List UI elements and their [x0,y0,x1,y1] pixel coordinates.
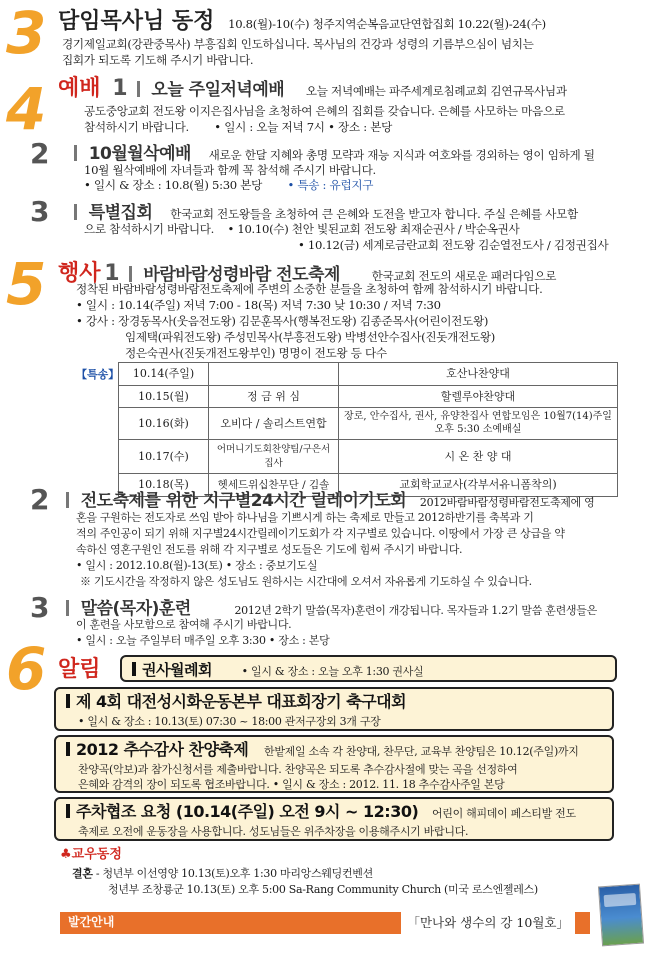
body-text: 2012바람바람성령바람전도축제에 영 [419,496,595,509]
sub-number: 2 [30,137,50,170]
event-detail: • 일시 : 오늘 주일부터 매주일 오후 3:30 • 장소 : 본당 [76,634,330,647]
publication-title: 「만나와 생수의 강 10월호」 [399,912,575,934]
notice-detail: 어린이 해피데이 페스티발 전도 [431,807,576,820]
body-text: 10월 월삭예배에 자녀들과 함께 꼭 참석해 주시기 바랍니다. [84,163,376,177]
speakers: 임제택(파워전도왕) 주성민목사(부흥전도왕) 박병선안수집사(진돗개전도왕) [125,330,495,344]
divider [66,600,69,616]
section-number: 5 [6,250,45,318]
sub-number: 2 [30,483,50,516]
table-cell: 교회학교교사(각부서유니폼착의) [339,474,618,497]
body-text: 정착된 바람바람성령바람전도축제에 주변의 소중한 분들을 초청하여 함께 참석하시기 바랍니다. [76,282,543,296]
table-cell: 호산나찬양대 [339,363,618,386]
table-cell: 정 금 위 심 [209,385,339,408]
event-date: • 일시 : 10.14(주일) 저녁 7:00 - 18(목) 저녁 7:30 낮 10:30 / 저녁 7:30 [76,298,441,312]
table-cell: 10.18(목) [119,474,209,497]
section-title: 담임목사님 동정 [58,9,215,34]
news-line: 청년부 조창룡군 10.13(토) 오후 5:00 Sa-Rang Community Church (미국 로스엔젤레스) [108,883,538,896]
speakers: • 강사 : 장경동목사(웃음전도왕) 김문훈목사(행복전도왕) 김종준목사(어린이전도왕) [76,314,489,328]
divider [129,266,132,282]
notice-box [54,687,614,731]
notice-detail: 한밭제일 소속 각 찬양대, 찬무단, 교육부 찬양팀은 10.12(주일)까지 [264,745,579,758]
news-line: - 청년부 이선영양 10.13(토)오후 1:30 마리앙스웨딩컨벤션 [95,867,373,880]
table-cell: 10.17(수) [119,440,209,474]
body-text: 혼을 구원하는 전도자로 쓰임 받아 하나님을 기쁘시게 하는 축제로 만들고 2012하반기를 축복과 기 [76,511,534,524]
body-text: 한국교회 전도왕들을 초청하여 큰 은혜와 도전을 받고자 합니다. 주실 은혜를 사모함 [170,207,578,221]
sub-number: 3 [30,195,50,228]
notice-detail: • 일시 & 장소 : 오늘 오후 1:30 권사실 [241,665,424,678]
section-number: 6 [6,635,45,703]
subsection-title: 특별집회 [88,203,153,223]
special-song-table [118,362,618,497]
table-cell: 10.16(화) [119,408,209,440]
notice-detail: 축제로 오전에 운동장을 사용합니다. 성도님들은 위주차장을 이용해주시기 바랍니다. [78,824,469,838]
table-cell: 장로, 안수집사, 권사, 유양찬집사 연합모임은 10월7(14)주일 오후 5:30 소예배실 [339,408,618,440]
notice-bullet [66,742,70,756]
notice-title: 권사월례회 [142,661,212,679]
body-text: 새로운 한달 지혜와 총명 모략과 재능 지식과 여호와를 경외하는 영이 임하게 될 [208,148,595,162]
section-title: 행사 [58,261,101,286]
sub-number: 1 [104,261,120,286]
news-title: ♣교우동정 [60,847,122,862]
body-text: 집회가 되도록 기도해 주시기 바랍니다. [62,53,254,67]
table-row [119,408,618,440]
table-row [119,363,618,386]
notice-detail: 은혜와 감격의 장이 되도록 협조바랍니다. • 일시 & 장소 : 2012. 11. 18 추수감사주일 본당 [78,778,505,792]
divider [74,204,77,220]
divider [137,81,140,97]
divider [74,145,77,161]
notice-box [54,735,614,793]
special-song-label: 【특송】 [76,368,120,381]
body-text: 참석하시기 바랍니다. [84,120,189,134]
notice-bullet [66,694,70,708]
table-cell: 시 온 찬 양 대 [339,440,618,474]
subsection-title: 10월월삭예배 [88,144,191,164]
body-text: 속하신 영혼구원인 전도를 위해 각 지구별로 성도들은 기도에 힘써 주시기 바랍니다. [76,543,463,556]
table-row [119,440,618,474]
subsection-title: 오늘 주일저녁예배 [151,80,285,100]
table-cell: 헷세드위십찬무단 / 김솔 [209,474,339,497]
notice-detail: 찬양곡(악보)과 참가신청서를 제출바랍니다. 찬양곡은 되도록 추수감사절에 맞는 곡을 선정하여 [78,762,518,776]
body-text: 으로 참석하시기 바랍니다. [84,222,215,236]
notice-title: 2012 추수감사 찬양축제 [76,740,249,759]
notice-box [54,797,614,841]
notice-detail: • 일시 & 장소 : 10.13(토) 07:30 ~ 18:00 관저구장외 3개 구장 [78,714,381,728]
table-cell: 오비다 / 솔리스트연합 [209,408,339,440]
event-item: • 10.10(수) 천안 빛된교회 전도왕 최재순권사 / 박순옥권사 [227,222,520,236]
event-detail: • 일시 : 오늘 저녁 7시 • 장소 : 본당 [214,120,392,134]
notice-title: 제 4회 대전성시화운동본부 대표회장기 축구대회 [76,692,407,711]
table-cell: 어머니기도회찬양팀/구은서집사 [209,440,339,474]
notice-box [120,655,617,682]
speakers: 정은숙권사(진돗개전도왕부인) 명명이 전도왕 등 다수 [125,346,387,360]
event-item: • 10.12(금) 세계로금란교회 전도왕 김순열전도사 / 김정권집사 [298,238,609,252]
event-detail: • 일시 : 2012.10.8(월)-13(토) • 장소 : 중보기도실 [76,559,318,572]
notice-bullet [132,662,136,676]
body-text: 2012년 2학기 말씀(목자)훈련이 개강됩니다. 목자들과 1.2기 말씀 훈련생들은 [234,604,597,617]
body-text: 이 훈련을 사모함으로 참여해 주시기 바랍니다. [76,618,292,631]
sub-number: 1 [112,76,128,101]
notice-title: 주차협조 요청 (10.14(주일) 오전 9시 ~ 12:30) [76,802,419,821]
special-song: • 특송 : 유럽지구 [287,178,374,192]
subsection-title: 전도축제를 위한 지구별24시간 릴레이기도회 [80,491,407,511]
body-text: 적의 주인공이 되기 위해 지구별24시간릴레이기도회가 각 지구별로 있습니다. 이땅에서 가장 큰 상급을 약 [76,527,565,540]
table-cell: 10.15(월) [119,385,209,408]
body-text: 오늘 저녁예배는 파주세계로침례교회 김연규목사님과 [305,84,567,98]
sub-number: 3 [30,591,50,624]
body-text: 공도중앙교회 전도왕 이지은집사님을 초청하여 은혜의 집회를 갖습니다. 은혜를 사모하는 마음으로 [84,104,565,118]
table-cell: 할렐루야찬양대 [339,385,618,408]
body-text: 한국교회 전도의 새로운 패러다임으로 [371,269,557,283]
section-number: 3 [6,0,45,67]
subsection-title: 바람바람성령바람 전도축제 [143,265,340,285]
section-number: 4 [6,75,45,143]
subsection-title: 말씀(목자)훈련 [80,599,191,619]
table-cell: 10.14(주일) [119,363,209,386]
section-title: 예배 [58,76,101,101]
body-text: 경기제일교회(강관중목사) 부흥집회 인도하십니다. 목사님의 건강과 성령의 기름부으심이 넘치는 [62,37,534,51]
table-cell [209,363,339,386]
section-title: 알림 [58,657,101,682]
news-label: 결혼 [72,867,93,880]
divider [66,492,69,508]
footer-label: 발간안내 [68,915,115,929]
notice-bullet [66,804,70,818]
magazine-cover-image [598,884,644,947]
event-detail: • 일시 & 장소 : 10.8(월) 5:30 본당 [84,178,263,192]
body-text: 10.8(월)-10(수) 청주지역순복음교단연합집회 10.22(월)-24(수) [228,17,546,31]
table-row [119,385,618,408]
note: ※ 기도시간을 작정하지 않은 성도님도 원하시는 시간대에 오셔서 자유롭게 기도하실 수 있습니다. [80,575,532,588]
